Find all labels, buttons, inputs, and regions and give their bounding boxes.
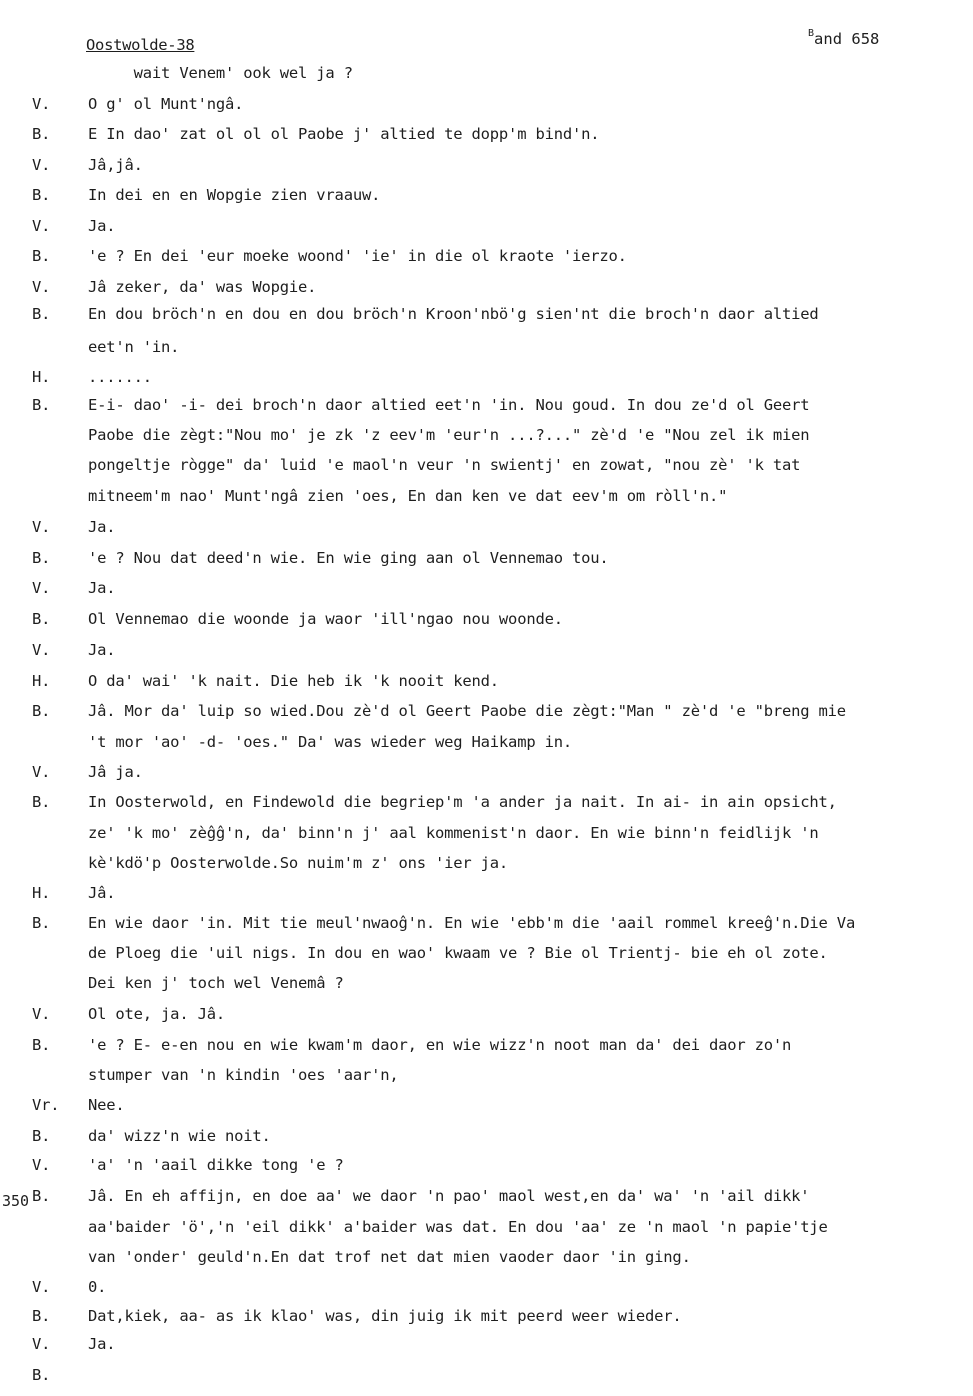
transcript-line [0,217,973,247]
transcript-line [0,426,973,456]
line-text: Ja. [88,217,116,235]
line-text: Jâ. [88,884,116,902]
speaker-label: V. [32,579,51,597]
transcript-line [0,914,973,944]
speaker-label: V. [32,156,51,174]
transcript-line [0,824,973,854]
line-text: Jâ ja. [88,763,143,781]
transcript-line [0,1366,973,1396]
speaker-label: V. [32,1335,51,1353]
speaker-label: V. [32,95,51,113]
line-text: Jâ. Mor da' luip so wied.Dou zè'd ol Geert Paobe die zègt:"Man " zè'd 'e "breng mie [88,702,846,720]
transcript-line [0,854,973,884]
speaker-label: B. [32,610,51,628]
speaker-label: B. [32,305,51,323]
speaker-label: B. [32,1036,51,1054]
line-text: de Ploeg die 'uil nigs. In dou en wao' kwaam ve ? Bie ol Trientj- bie eh ol zote. [88,944,828,962]
speaker-label: V. [32,641,51,659]
line-text: van 'onder' geuld'n.En dat trof net dat mien vaoder daor 'in ging. [88,1248,691,1266]
line-text: O da' wai' 'k nait. Die heb ik 'k nooit kend. [88,672,499,690]
transcript-line [0,549,973,579]
speaker-label: B. [32,549,51,567]
speaker-label: H. [32,368,51,386]
speaker-label: H. [32,884,51,902]
speaker-label: V. [32,1278,51,1296]
transcript-line [0,305,973,335]
margin-note: 350 [2,1192,30,1210]
line-text: ....... [88,368,152,386]
speaker-label: V. [32,217,51,235]
line-text: Jâ. En eh affijn, en doe aa' we daor 'n pao' maol west,en da' wa' 'n 'ail dikk' [88,1187,810,1205]
speaker-label: B. [32,702,51,720]
line-text: wait Venem' ook wel ja ? [88,64,353,82]
transcript-line [0,1218,973,1248]
line-text: mitneem'm nao' Munt'ngâ zien 'oes, En dan ken ve dat eev'm om ròll'n." [88,487,728,505]
line-text: Ja. [88,579,116,597]
transcript-line [0,1096,973,1126]
line-text: 'e ? E- e-en nou en wie kwam'm daor, en wie wizz'n noot man da' dei daor zo'n [88,1036,792,1054]
transcript-line [0,1278,973,1308]
line-text: 'e ? En dei 'eur moeke woond' 'ie' in die ol kraote 'ierzo. [88,247,627,265]
line-text: ze' 'k mo' zèĝĝ'n, da' binn'n j' aal kommenist'n daor. En wie binn'n feidlijk 'n [88,824,819,842]
line-text: In Oosterwold, en Findewold die begriep'm 'a ander ja nait. In ai- in ain opsicht, [88,793,837,811]
transcript-line [0,1127,973,1157]
speaker-label: B. [32,396,51,414]
line-text: Jâ zeker, da' was Wopgie. [88,278,317,296]
transcript-line [0,610,973,640]
line-text: E-i- dao' -i- dei broch'n daor altied eet'n 'in. Nou goud. In dou ze'd ol Geert [88,396,810,414]
transcript-line [0,1036,973,1066]
line-text: En wie daor 'in. Mit tie meul'nwaoĝ'n. En wie 'ebb'm die 'aail rommel kreeĝ'n.Die Va [88,914,856,932]
line-text: eet'n 'in. [88,338,180,356]
transcript-line [0,641,973,671]
speaker-label: B. [32,1127,51,1145]
transcript-line [0,1335,973,1365]
transcript-line [0,672,973,702]
line-text: Nee. [88,1096,125,1114]
speaker-label: B. [32,914,51,932]
transcript-line [0,396,973,426]
transcript-line [0,944,973,974]
transcript-line [0,974,973,1004]
line-text: pongeltje rògge" da' luid 'e maol'n veur 'n swientj' en zowat, "nou zè' 'k tat [88,456,801,474]
transcript-line [0,733,973,763]
transcript-line [0,64,973,94]
transcript-line [0,247,973,277]
transcript-line [0,518,973,548]
line-text: En dou bröch'n en dou en dou bröch'n Kroon'nbö'g sien'nt die broch'n daor altied [88,305,819,323]
transcript-line [0,156,973,186]
transcript-line [0,763,973,793]
speaker-label: V. [32,518,51,536]
speaker-label: B. [32,1187,51,1205]
line-text: Ja. [88,518,116,536]
line-text: Ol ote, ja. Jâ. [88,1005,225,1023]
speaker-label: V. [32,1005,51,1023]
transcript-line [0,338,973,368]
line-text: 'a' 'n 'aail dikke tong 'e ? [88,1156,344,1174]
line-text: 'e ? Nou dat deed'n wie. En wie ging aan ol Vennemao tou. [88,549,609,567]
speaker-label: B. [32,247,51,265]
transcript-line [0,278,973,308]
speaker-label: V. [32,278,51,296]
speaker-label: B. [32,125,51,143]
transcript-line [0,793,973,823]
transcript-line [0,702,973,732]
transcript-line [0,456,973,486]
line-text: Dat,kiek, aa- as ik klao' was, din juig ik mit peerd weer wieder. [88,1307,682,1325]
transcript-line [0,487,973,517]
speaker-label: H. [32,672,51,690]
line-text: E In dao' zat ol ol ol Paobe j' altied te dopp'm bind'n. [88,125,600,143]
line-text: 't mor 'ao' -d- 'oes." Da' was wieder weg Haikamp in. [88,733,572,751]
speaker-label: V. [32,1156,51,1174]
transcript-line [0,1248,973,1278]
speaker-label: B. [32,793,51,811]
transcript-line [0,1066,973,1096]
speaker-label: B. [32,1366,51,1384]
speaker-label: B. [32,1307,51,1325]
transcript-line [0,368,973,398]
band-rest: and 658 [814,30,880,48]
band-sup: B [808,28,815,39]
transcript-line [0,579,973,609]
line-text: aa'baider 'ö','n 'eil dikk' a'baider was dat. En dou 'aa' ze 'n maol 'n papie'tje [88,1218,828,1236]
line-text: Jâ,jâ. [88,156,143,174]
line-text: stumper van 'n kindin 'oes 'aar'n, [88,1066,399,1084]
transcript-line [0,125,973,155]
line-text: Paobe die zègt:"Nou mo' je zk 'z eev'm 'eur'n ...?..." zè'd 'e "Nou zel ik mien [88,426,810,444]
line-text: O g' ol Munt'ngâ. [88,95,244,113]
transcript-line [0,884,973,914]
speaker-label: B. [32,186,51,204]
line-text: kè'kdö'p Oosterwolde.So nuim'm z' ons 'ier ja. [88,854,509,872]
speaker-label: V. [32,763,51,781]
speaker-label: Vr. [32,1096,60,1114]
line-text: Ja. [88,641,116,659]
line-text: In dei en en Wopgie zien vraauw. [88,186,381,204]
line-text: Ol Vennemao die woonde ja waor 'ill'ngao nou woonde. [88,610,563,628]
line-text: Dei ken j' toch wel Venemâ ? [88,974,344,992]
transcript-line [0,95,973,125]
transcript-line [0,1156,973,1186]
transcript-line [0,186,973,216]
line-text: Ja. [88,1335,116,1353]
transcript-line [0,1187,973,1217]
transcript-line [0,1307,973,1337]
page-title: Oostwolde-38 [86,36,195,54]
line-text: da' wizz'n wie noit. [88,1127,271,1145]
transcript-line [0,1005,973,1035]
band-number [808,30,879,48]
line-text: 0. [88,1278,107,1296]
